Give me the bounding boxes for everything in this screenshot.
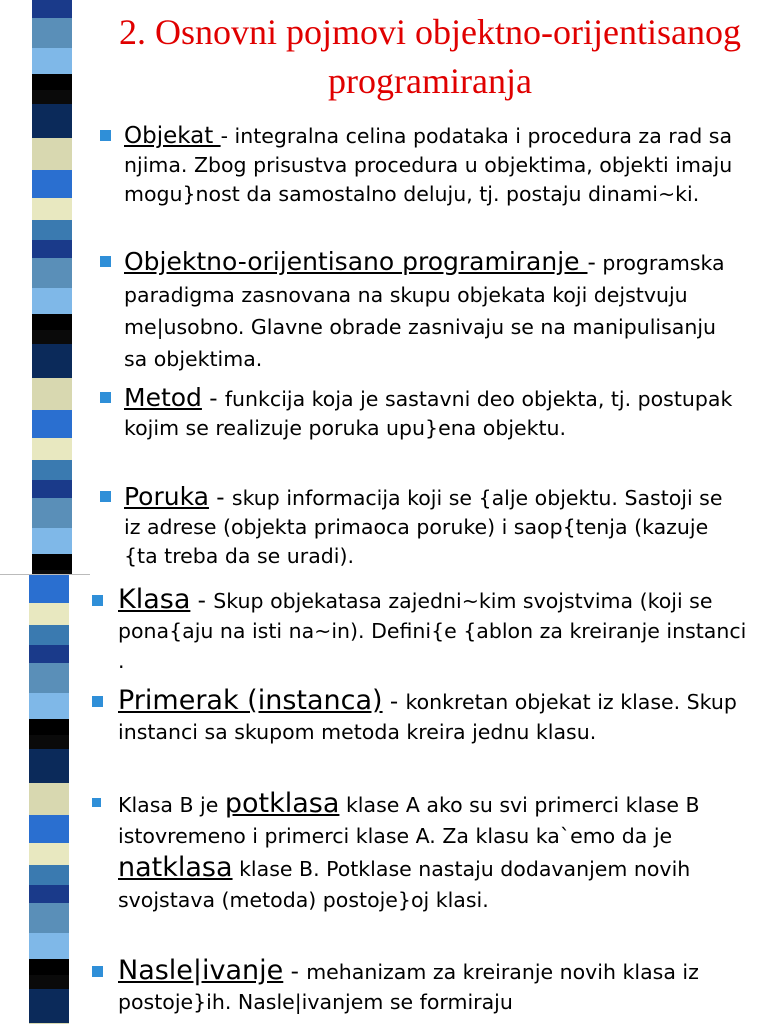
separator: -: [587, 250, 596, 276]
strip-band: [32, 74, 72, 90]
strip-band: [32, 438, 72, 460]
separator: -: [201, 386, 225, 412]
definition: programska paradigma zasnovana na skupu objekata koji dejstvuju me|usobno. Glavne obrade zasnivaju se na manipulisanju sa objektima.: [124, 251, 725, 371]
definition: integralna celina podataka i procedura za rad sa njima. Zbog prisustva procedura u objektima, objekti imaju mogu}nost da samostalno deluju, tj. postaju dinami~ki.: [124, 124, 733, 206]
item-text: [118, 686, 752, 747]
separator: -: [283, 959, 307, 985]
bullet-icon: [92, 696, 103, 707]
strip-band: [29, 663, 69, 693]
strip-band: [32, 480, 72, 498]
slide-title: 2. Osnovni pojmovi objektno-orijentisanog programiranja: [119, 12, 741, 101]
strip-band: [32, 498, 72, 528]
post-text: klase B. Potklase nastaju dodavanjem novih svojstava (metoda) postoje}oj klasi.: [118, 857, 691, 912]
strip-band: [29, 783, 69, 815]
strip-band: [32, 220, 72, 240]
strip-band: [32, 344, 72, 378]
slide-divider: [0, 574, 90, 575]
list-item-metod: [100, 383, 740, 443]
list-item-potklasa: [92, 788, 752, 916]
strip-band: [29, 719, 69, 735]
term: Objekat: [124, 123, 221, 149]
strip-band: [29, 903, 69, 933]
bullet-icon: [100, 392, 111, 403]
term: Klasa: [118, 584, 191, 615]
definition: funkcija koja je sastavni deo objekta, tj. postupak kojim se realizuje poruka upu}ena objektu.: [124, 387, 733, 440]
strip-band: [32, 90, 72, 104]
strip-band: [32, 18, 72, 48]
strip-band: [32, 258, 72, 288]
bullet-icon: [92, 966, 103, 977]
strip-band: [32, 138, 72, 170]
list-item-poruka: [100, 482, 740, 571]
strip-band: [32, 170, 72, 198]
term: Metod: [124, 383, 202, 412]
strip-band: [29, 843, 69, 865]
list-item-objekat: [100, 122, 740, 209]
bullet-icon: [92, 595, 103, 606]
item-text: [124, 122, 740, 209]
strip-band: [29, 575, 69, 603]
strip-band: [29, 645, 69, 663]
strip-band: [29, 865, 69, 885]
decorative-strip-top: [32, 0, 72, 575]
strip-band: [29, 959, 69, 975]
strip-band: [32, 48, 72, 74]
strip-band: [32, 554, 72, 570]
definition: konkretan objekat iz klase. Skup instanci sa skupom metoda kreira jednu klasu.: [118, 690, 737, 744]
decorative-strip-bottom: [29, 575, 69, 1024]
item-text: [124, 246, 740, 375]
bullet-icon: [92, 798, 101, 807]
list-item-oop: [100, 246, 740, 375]
mid-text: klase A ako su svi primerci klase B istovremeno i primerci klase A. Za klasu ka`emo da je: [118, 793, 700, 848]
item-text: [118, 585, 752, 676]
term: Primerak (instanca): [118, 685, 383, 716]
bullet-icon: [100, 130, 111, 141]
strip-band: [32, 460, 72, 480]
definition: skup informacija koji se {alje objektu. Sastoji se iz adrese (objekta primaoca poruke) i saop{tenja (kazuje {ta treba da se uradi).: [124, 486, 723, 568]
term: Poruka: [124, 482, 209, 511]
strip-band: [29, 749, 69, 783]
strip-band: [32, 198, 72, 220]
strip-band: [32, 240, 72, 258]
separator: -: [190, 588, 214, 614]
item-text: [124, 383, 740, 443]
strip-band: [29, 989, 69, 1023]
strip-band: [29, 975, 69, 989]
list-item-primerak: [92, 686, 752, 747]
separator: -: [208, 485, 232, 511]
bullet-icon: [100, 491, 111, 502]
term-natklasa: natklasa: [118, 852, 233, 883]
item-text: [124, 482, 740, 571]
strip-band: [32, 314, 72, 330]
strip-band: [29, 815, 69, 843]
strip-band: [32, 330, 72, 344]
item-text: [118, 788, 752, 916]
strip-band: [29, 693, 69, 719]
list-item-klasa: [92, 585, 752, 676]
strip-band: [29, 603, 69, 625]
strip-band: [29, 885, 69, 903]
strip-band: [32, 0, 72, 18]
term: Objektno-orijentisano programiranje: [124, 247, 588, 276]
strip-band: [29, 735, 69, 749]
strip-band: [32, 378, 72, 410]
definition: Skup objekatasa zajedni~kim svojstvima (koji se pona{aju na isti na~in). Defini{e {ablon za kreiranje instanci .: [118, 589, 747, 673]
list-item-nasledjivanje: [92, 956, 752, 1017]
strip-band: [32, 410, 72, 438]
separator: -: [382, 689, 406, 715]
definition: mehanizam za kreiranje novih klasa iz postoje}ih. Nasle|ivanjem se formiraju: [118, 960, 699, 1014]
item-text: [118, 956, 752, 1017]
strip-band: [32, 104, 72, 138]
strip-band: [32, 288, 72, 314]
term-potklasa: potklasa: [224, 788, 340, 819]
strip-band: [29, 933, 69, 959]
bullet-icon: [100, 256, 111, 267]
strip-band: [29, 625, 69, 645]
pre-text: Klasa B je: [118, 793, 225, 817]
strip-band: [32, 528, 72, 554]
separator: -: [220, 124, 228, 148]
term: Nasle|ivanje: [118, 955, 284, 986]
